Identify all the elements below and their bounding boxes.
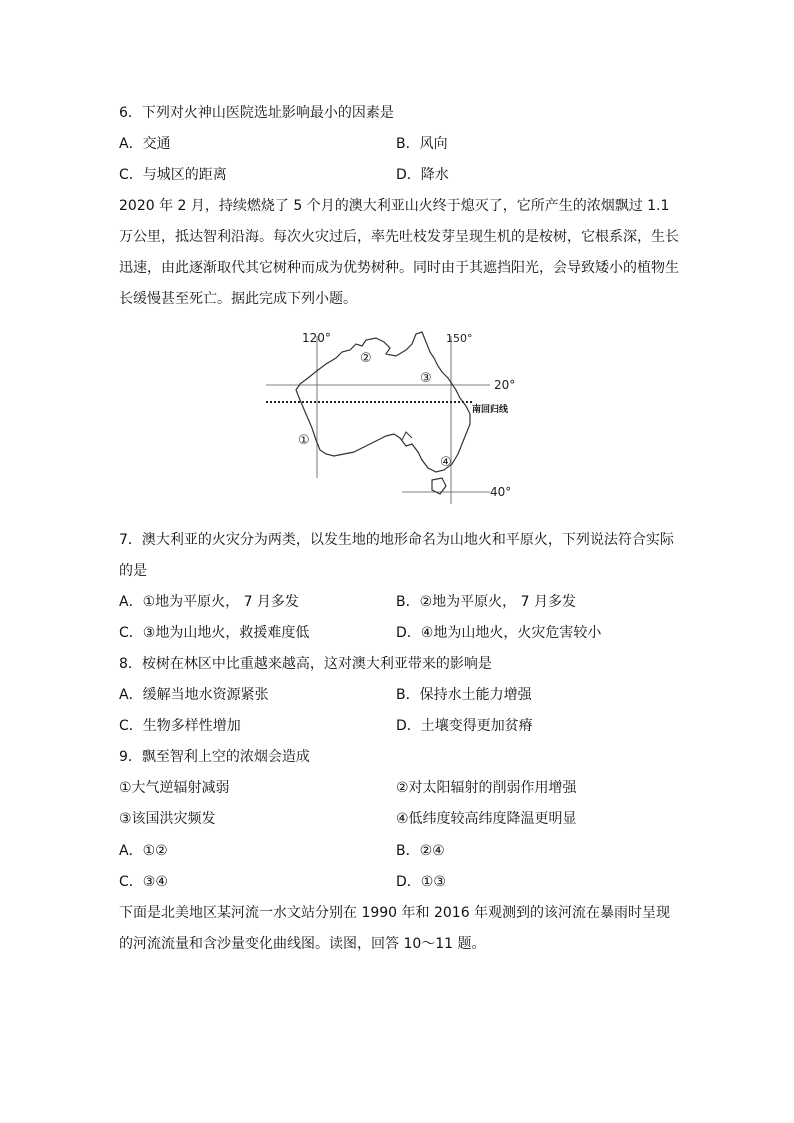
q9-option-a: A．①②: [119, 843, 168, 859]
q9-option-d: D．①③: [396, 874, 446, 890]
q8-stem: 8．桉树在林区中比重越来越高，这对澳大利亚带来的影响是: [119, 656, 492, 672]
label-lat-40: 40°: [490, 485, 512, 499]
q9-item-3: ③该国洪灾频发: [119, 811, 216, 827]
passage-australia-fire: 2020 年 2 月，持续燃烧了 5 个月的澳大利亚山火终于熄灭了，它所产生的浓烟飘过 1.1 万公里，抵达智利沿海。每次火灾过后，率先吐枝发芽呈现生机的是桉树，它根系深，生长迅速，由此逐渐取代其它树种而成为优势树种。同时由于其遮挡阳光，会导致矮小的植物生长缓慢甚至死亡。据此完成下列小题。: [119, 198, 679, 307]
q9-item-1: ①大气逆辐射减弱: [119, 780, 230, 796]
q9-item-2: ②对太阳辐射的削弱作用增强: [396, 780, 577, 796]
q7-option-b: B．②地为平原火， 7 月多发: [396, 594, 576, 610]
q7-option-c: C．③地为山地火，救援难度低: [119, 625, 310, 641]
q7-option-d: D．④地为山地火，火灾危害较小: [396, 625, 602, 641]
map-mark-1: ①: [298, 433, 310, 448]
map-mark-3: ③: [420, 371, 432, 386]
q8-option-d: D．土壤变得更加贫瘠: [396, 718, 533, 734]
label-lon-120: 120°: [302, 331, 331, 345]
label-lon-150: 150°: [446, 332, 473, 345]
passage-river-hydrology: 下面是北美地区某河流一水文站分别在 1990 年和 2016 年观测到的该河流在暴雨时呈现的河流流量和含沙量变化曲线图。读图，回答 10～11 题。: [119, 905, 671, 952]
map-mark-2: ②: [360, 351, 372, 366]
label-lat-20: 20°: [494, 378, 516, 392]
q7-stem-line2: 的是: [119, 563, 147, 579]
label-tropic: 南回归线: [472, 405, 509, 415]
q8-option-a: A．缓解当地水资源紧张: [119, 687, 269, 703]
gulf-coast: [402, 432, 412, 440]
q9-item-4: ④低纬度较高纬度降温更明显: [396, 811, 577, 827]
q9-option-c: C．③④: [119, 874, 168, 890]
q6-option-b: B．风向: [396, 136, 448, 152]
q7-stem-line1: 7．澳大利亚的火灾分为两类，以发生地的地形命名为山地火和平原火，下列说法符合实际: [119, 532, 674, 548]
q9-option-b: B．②④: [396, 843, 445, 859]
q6-option-d: D．降水: [396, 167, 449, 183]
q6-stem: 6．下列对火神山医院选址影响最小的因素是: [119, 105, 394, 121]
q8-option-b: B．保持水土能力增强: [396, 687, 532, 703]
australia-map: [266, 328, 528, 506]
map-mark-4: ④: [440, 455, 452, 470]
q6-option-c: C．与城区的距离: [119, 167, 227, 183]
q6-option-a: A．交通: [119, 136, 171, 152]
q9-stem: 9．飘至智利上空的浓烟会造成: [119, 749, 310, 765]
q8-option-c: C．生物多样性增加: [119, 718, 241, 734]
q7-option-a: A．①地为平原火， 7 月多发: [119, 594, 299, 610]
